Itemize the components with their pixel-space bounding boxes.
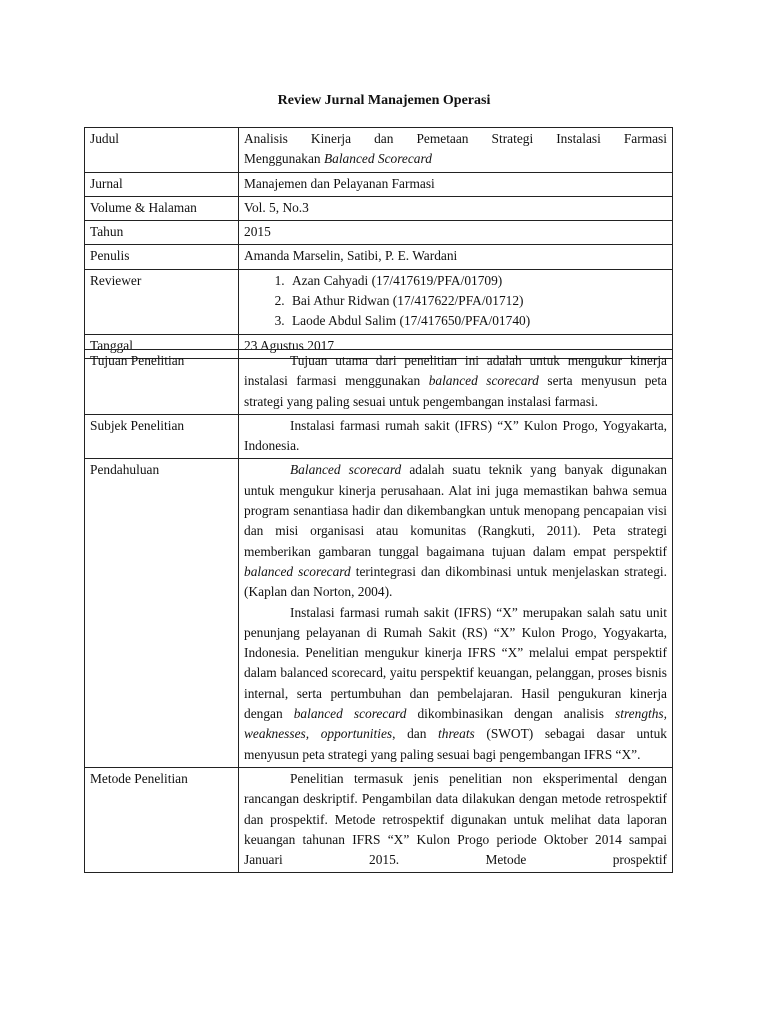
text-run: serta menyusun peta strategi yang paling sesuai untuk pengembangan instalasi farmasi. <box>244 373 667 409</box>
text-run: , dan <box>392 726 439 742</box>
reviewer-list <box>244 271 667 332</box>
reviewer-item: 2. Bai Athur Ridwan (17/417622/PFA/01712) <box>288 291 667 311</box>
italic-run: threats <box>438 726 475 742</box>
table-row <box>85 196 673 220</box>
italic-run: strengths, weaknesses, opportunities <box>244 706 667 742</box>
tahun-value: 2015 <box>239 221 673 245</box>
text-run: adalah suatu teknik yang banyak digunakan untuk mengukur kinerja perusahaan. Alat ini juga memastikan bahwa semua program senantiasa hadir dan dikembangkan untuk menopang pencapaian visi dan misi organisasi atau komunitas (Rangkuti, 2011). Peta strategi memberikan gambaran tunggal bagaimana tujuan dalam empat perspektif <box>244 462 667 559</box>
pendahuluan-paragraph-1 <box>244 460 667 602</box>
table-row <box>85 414 673 459</box>
judul-label: Judul <box>85 128 239 173</box>
text-run: Tujuan utama dari penelitian ini adalah untuk mengukur kinerja instalasi farmasi menggunakan <box>244 353 667 389</box>
text-run: Instalasi farmasi rumah sakit (IFRS) “X” merupakan salah satu unit penunjang pelayanan di Rumah Sakit (RS) “X” Kulon Progo, Yogyakarta, Indonesia. Penelitian mengukur kinerja IFRS “X” melalui empat perspektif dalam balanced scorecard, yaitu perspektif keuangan, pelanggan, proses bisnis internal, serta pertumbuhan dan pembelajaran. Hasil pengukuran kinerja dengan <box>244 604 667 722</box>
jurnal-label: Jurnal <box>85 172 239 196</box>
italic-run: balanced scorecard <box>244 563 351 579</box>
review-content-table <box>84 349 673 873</box>
text-run: (SWOT) sebagai dasar untuk menyusun peta strategi yang paling sesuai bagi pengembangan IFRS “X”. <box>244 726 667 762</box>
reviewer-item: 1. Azan Cahyadi (17/417619/PFA/01709) <box>288 271 667 291</box>
text-run: terintegrasi dan dikombinasi untuk menjelaskan strategi. (Kaplan dan Norton, 2004). <box>244 563 667 600</box>
table-row <box>85 269 673 334</box>
document-title: Review Jurnal Manajemen Operasi <box>277 93 491 108</box>
pendahuluan-paragraph-2 <box>244 603 667 765</box>
table-row <box>85 459 673 767</box>
subjek-label: Subjek Penelitian <box>85 414 239 459</box>
tanggal-label: Tanggal <box>85 334 239 358</box>
italic-run: Balanced scorecard <box>290 462 402 478</box>
table-row <box>85 350 673 415</box>
penulis-label: Penulis <box>85 245 239 269</box>
italic-run: balanced scorecard <box>293 706 407 722</box>
reviewer-value <box>239 269 673 334</box>
tahun-label: Tahun <box>85 221 239 245</box>
table-row <box>85 172 673 196</box>
judul-value <box>239 128 673 173</box>
tanggal-value: 23 Agustus 2017 <box>239 334 673 358</box>
judul-line-1: Analisis Kinerja dan Pemetaan Strategi Instalasi Farmasi <box>244 131 667 146</box>
metode-label: Metode Penelitian <box>85 767 239 872</box>
table-row <box>85 221 673 245</box>
table-row <box>85 767 673 872</box>
jurnal-value: Manajemen dan Pelayanan Farmasi <box>239 172 673 196</box>
tujuan-paragraph <box>244 351 667 412</box>
italic-run: balanced scorecard <box>428 373 539 389</box>
reviewer-item: 3. Laode Abdul Salim (17/417650/PFA/01740) <box>288 311 667 331</box>
judul-line-2 <box>244 149 667 169</box>
tujuan-label: Tujuan Penelitian <box>85 350 239 415</box>
volume-value: Vol. 5, No.3 <box>239 196 673 220</box>
table-row <box>85 128 673 173</box>
reviewer-label: Reviewer <box>85 269 239 334</box>
tujuan-value <box>239 350 673 415</box>
metode-paragraph: Penelitian termasuk jenis penelitian non eksperimental dengan rancangan deskriptif. Pengambilan data dilakukan dengan metode retrospektif dan prospektif. Metode retrospektif digunakan untuk melihat data laporan keuangan tahunan IFRS “X” Kulon Progo periode Oktober 2014 sampai Januari 2015. Metode prospektif <box>244 770 667 868</box>
table-row <box>85 245 673 269</box>
judul-italic: Balanced Scorecard <box>323 151 432 167</box>
pendahuluan-label: Pendahuluan <box>85 459 239 767</box>
judul-text: Menggunakan <box>244 151 324 167</box>
metode-value <box>239 767 673 872</box>
journal-info-table <box>84 127 673 359</box>
volume-label: Volume & Halaman <box>85 196 239 220</box>
subjek-paragraph: Instalasi farmasi rumah sakit (IFRS) “X” Kulon Progo, Yogyakarta, Indonesia. <box>244 417 667 454</box>
pendahuluan-value <box>239 459 673 767</box>
subjek-value <box>239 414 673 459</box>
text-run: dikombinasikan dengan analisis <box>406 706 616 722</box>
penulis-value: Amanda Marselin, Satibi, P. E. Wardani <box>239 245 673 269</box>
